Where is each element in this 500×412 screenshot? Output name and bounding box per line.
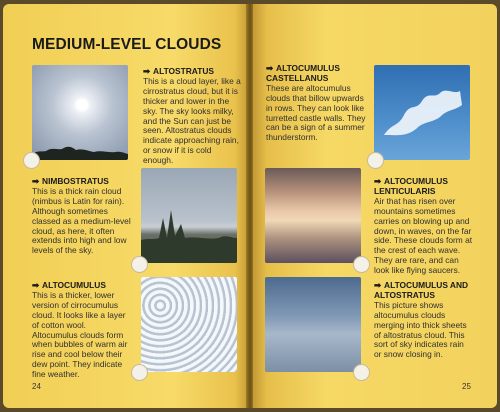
entry-altocumulus-castellanus bbox=[266, 64, 370, 143]
entry-text: These are altocumulus clouds that billow upwards in rows. They can look like turretted castle walls. They can be a sign of a summer thunderstorm. bbox=[266, 82, 366, 143]
entry-text: This is a thicker, lower version of cirrocumulus cloud. It looks like a layer of cotton wool. Altocumulus clouds form when bubbles of warm air rise and cool below their dew point. They indicate fine weather. bbox=[32, 289, 128, 380]
entry-heading: ➡ ALTOCUMULUS AND ALTOSTRATUS bbox=[374, 280, 469, 300]
page-number-left: 24 bbox=[32, 382, 41, 391]
altocumulus-castellanus-photo bbox=[374, 65, 470, 160]
entry-heading: ➡ ALTOSTRATUS bbox=[143, 66, 214, 76]
entry-text: This is a thick rain cloud (nimbus is Latin for rain). Although sometimes classed as a medium-level cloud, as here, it often extends into high and low levels of the sky. bbox=[32, 185, 131, 256]
page-number-right: 25 bbox=[462, 382, 471, 391]
entry-altocumulus-and-altostratus bbox=[374, 281, 472, 360]
altocumulus-photo bbox=[141, 277, 237, 372]
arrow-icon: ➡ bbox=[143, 66, 151, 76]
check-circle-icon[interactable] bbox=[353, 256, 370, 273]
arrow-icon: ➡ bbox=[32, 280, 40, 290]
altocumulus-lenticularis-photo bbox=[265, 168, 361, 263]
entry-heading: ➡ NIMBOSTRATUS bbox=[32, 176, 109, 186]
arrow-icon: ➡ bbox=[374, 280, 382, 290]
entry-altocumulus-lenticularis bbox=[374, 177, 474, 276]
entry-text: Air that has risen over mountains sometimes carries on blowing up and down, in waves, on the far side. These clouds form at the crest of each wave. They are rare, and can look like flying saucers. bbox=[374, 195, 473, 276]
castellanus-cloud bbox=[374, 65, 470, 160]
entry-heading: ➡ ALTOCUMULUS LENTICULARIS bbox=[374, 176, 448, 196]
check-circle-icon[interactable] bbox=[131, 256, 148, 273]
page-title: MEDIUM-LEVEL CLOUDS bbox=[32, 36, 222, 53]
entry-text: This picture shows altocumulus clouds merging into thick sheets of altostratus cloud. This sort of sky indicates rain or snow closing in. bbox=[374, 299, 467, 360]
entry-nimbostratus bbox=[32, 177, 132, 256]
check-circle-icon[interactable] bbox=[23, 152, 40, 169]
arrow-icon: ➡ bbox=[266, 63, 274, 73]
arrow-icon: ➡ bbox=[32, 176, 40, 186]
check-circle-icon[interactable] bbox=[353, 364, 370, 381]
entry-altocumulus bbox=[32, 281, 132, 380]
check-circle-icon[interactable] bbox=[131, 364, 148, 381]
altostratus-photo bbox=[32, 65, 128, 160]
entry-text: This is a cloud layer, like a cirrostratus cloud, but it is thicker and lower in the sky. The sky looks milky, and the Sun can just be seen. Altostratus clouds indicate approaching rain, or snow if it is cold enough. bbox=[143, 75, 241, 166]
check-circle-icon[interactable] bbox=[367, 152, 384, 169]
entry-heading: ➡ ALTOCUMULUS bbox=[32, 280, 106, 290]
entry-altostratus bbox=[143, 67, 243, 166]
poplar-trees bbox=[141, 168, 237, 263]
entry-heading: ➡ ALTOCUMULUS CASTELLANUS bbox=[266, 63, 340, 83]
nimbostratus-photo bbox=[141, 168, 237, 263]
arrow-icon: ➡ bbox=[374, 176, 382, 186]
altocumulus-altostratus-photo bbox=[265, 277, 361, 372]
tree-silhouette bbox=[32, 138, 128, 160]
